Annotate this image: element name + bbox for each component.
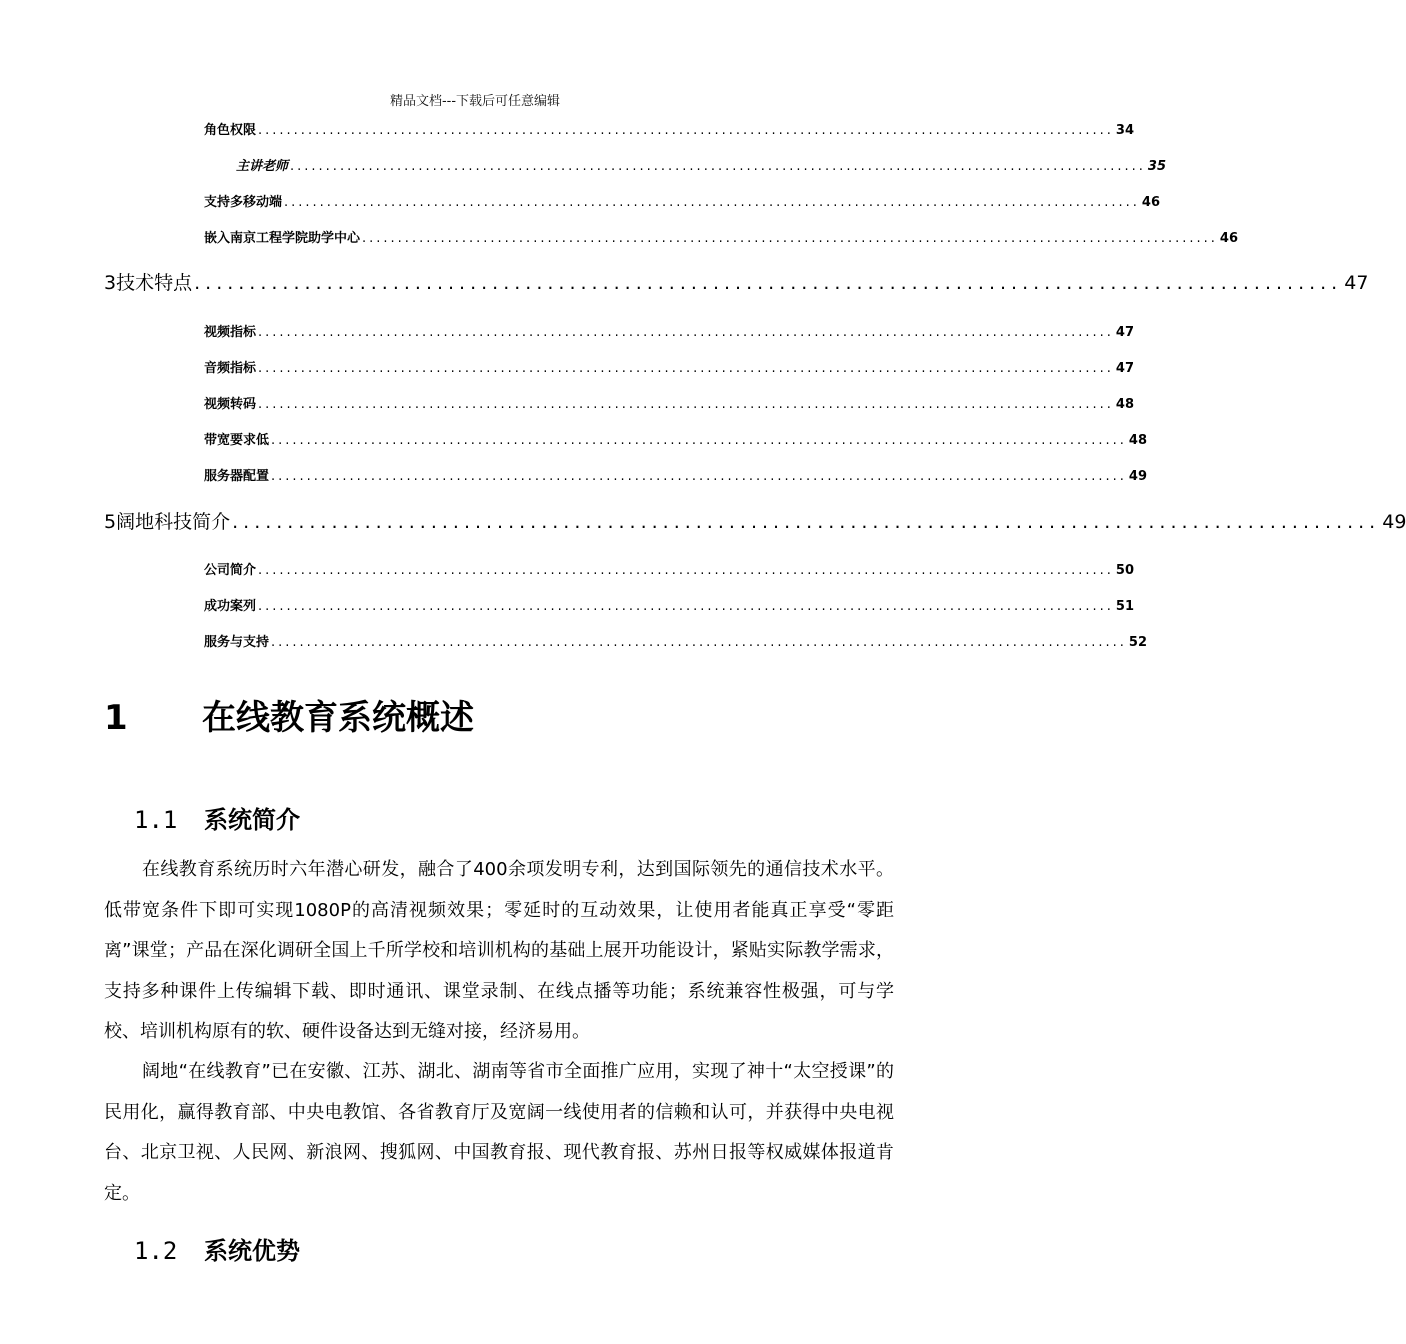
toc-entry-title: 成功案列 <box>204 599 257 614</box>
toc-entry-title: 角色权限 <box>204 123 257 138</box>
toc-chapter-number: 3 <box>104 272 117 294</box>
body-paragraph: 在线教育系统历时六年潜心研发，融合了400余项发明专利，达到国际领先的通信技术水平。低带宽条件下即可实现1080P的高清视频效果；零延时的互动效果，让使用者能真正享受“零距离”课堂；产品在深化调研全国上千所学校和培训机构的基础上展开功能设计，紧贴实际教学需求，支持多种课件上传编辑下载、即时通讯、课堂录制、在线点播等功能；系统兼容性极强，可与学校、培训机构原有的软、硬件设备达到无缝对接，经济易用。 <box>104 859 894 1042</box>
section-title: 系统简介 <box>204 806 300 834</box>
toc-chapter-number: 5 <box>104 511 117 533</box>
toc-entry-page: 49 <box>1128 469 1147 484</box>
toc-entry-page: 50 <box>1115 563 1134 578</box>
toc-entry-title: 服务器配置 <box>204 469 270 484</box>
toc-entry-page: 34 <box>1115 123 1134 138</box>
section-title: 系统优势 <box>204 1237 300 1265</box>
toc-entry[interactable] <box>204 429 1147 448</box>
toc-entry[interactable] <box>204 595 1134 614</box>
toc-leader-dots: ........................................................................................................................ <box>290 159 1146 174</box>
toc-leader-dots: ........................................................................................................................ <box>258 563 1114 578</box>
toc-chapter-entry[interactable] <box>104 507 1406 534</box>
toc-entry-title: 视频指标 <box>204 325 257 340</box>
toc-entry[interactable] <box>204 227 1238 246</box>
toc-entry[interactable] <box>204 393 1134 412</box>
toc-leader-dots: ........................................................................................................................ <box>258 325 1114 340</box>
toc-entry-page: 49 <box>1382 511 1406 533</box>
section-number: 1.1 <box>134 806 178 834</box>
toc-entry-title: 带宽要求低 <box>204 433 270 448</box>
toc-entry-page: 46 <box>1141 195 1160 210</box>
chapter-title: 在线教育系统概述 <box>202 698 474 738</box>
toc-entry-title: 公司简介 <box>204 563 257 578</box>
toc-leader-dots: ........................................................................................................................ <box>258 397 1114 412</box>
section-number: 1.2 <box>134 1237 178 1265</box>
toc-entry-title: 嵌入南京工程学院助学中心 <box>204 231 361 246</box>
toc-leader-dots: ........................................................................................................................ <box>284 195 1140 210</box>
header-note: 精品文档---下载后可任意编辑 <box>389 94 561 109</box>
toc-entry[interactable] <box>204 321 1134 340</box>
toc-leader-dots: ........................................................................................................................ <box>271 635 1127 650</box>
toc-entry-page: 47 <box>1344 272 1369 294</box>
toc-entry-page: 47 <box>1115 325 1134 340</box>
toc-leader-dots: ........................................................................................................ <box>194 272 1343 294</box>
toc-entry[interactable] <box>236 155 1166 174</box>
toc-entry-page: 48 <box>1128 433 1147 448</box>
toc-chapter-entry[interactable] <box>104 268 1369 295</box>
toc-leader-dots: ........................................................................................................................ <box>258 599 1114 614</box>
toc-entry-title: 服务与支持 <box>204 635 270 650</box>
toc-leader-dots: ........................................................................................................ <box>232 511 1381 533</box>
section-heading <box>134 1231 300 1266</box>
section-heading <box>134 800 300 835</box>
toc-entry-page: 46 <box>1219 231 1238 246</box>
toc-entry-page: 47 <box>1115 361 1134 376</box>
toc-entry-title: 主讲老师 <box>236 159 289 174</box>
toc-entry[interactable] <box>204 119 1134 138</box>
toc-entry-page: 48 <box>1115 397 1134 412</box>
toc-leader-dots: ........................................................................................................................ <box>258 361 1114 376</box>
toc-entry-page: 52 <box>1128 635 1147 650</box>
toc-entry-title: 技术特点 <box>116 272 193 294</box>
toc-entry[interactable] <box>204 559 1134 578</box>
toc-entry-title: 阔地科技简介 <box>116 511 231 533</box>
toc-entry-page: 35 <box>1147 159 1166 174</box>
toc-entry[interactable] <box>204 357 1134 376</box>
toc-leader-dots: ........................................................................................................................ <box>271 433 1127 448</box>
toc-leader-dots: ........................................................................................................................ <box>271 469 1127 484</box>
toc-entry-page: 51 <box>1115 599 1134 614</box>
toc-leader-dots: ........................................................................................................................ <box>258 123 1114 138</box>
toc-entry[interactable] <box>204 631 1147 650</box>
toc-entry[interactable] <box>204 465 1147 484</box>
toc-leader-dots: ........................................................................................................................ <box>362 231 1218 246</box>
chapter-heading <box>104 690 474 739</box>
body-paragraph: 阔地“在线教育”已在安徽、江苏、湖北、湖南等省市全面推广应用，实现了神十“太空授课”的民用化，赢得教育部、中央电教馆、各省教育厅及宽阔一线使用者的信赖和认可，并获得中央电视台、北京卫视、人民网、新浪网、搜狐网、中国教育报、现代教育报、苏州日报等权威媒体报道肯定。 <box>104 1061 894 1204</box>
toc-entry[interactable] <box>204 191 1160 210</box>
toc-entry-title: 视频转码 <box>204 397 257 412</box>
chapter-number: 1 <box>104 698 128 738</box>
toc-entry-title: 音频指标 <box>204 361 257 376</box>
toc-entry-title: 支持多移动端 <box>204 195 283 210</box>
